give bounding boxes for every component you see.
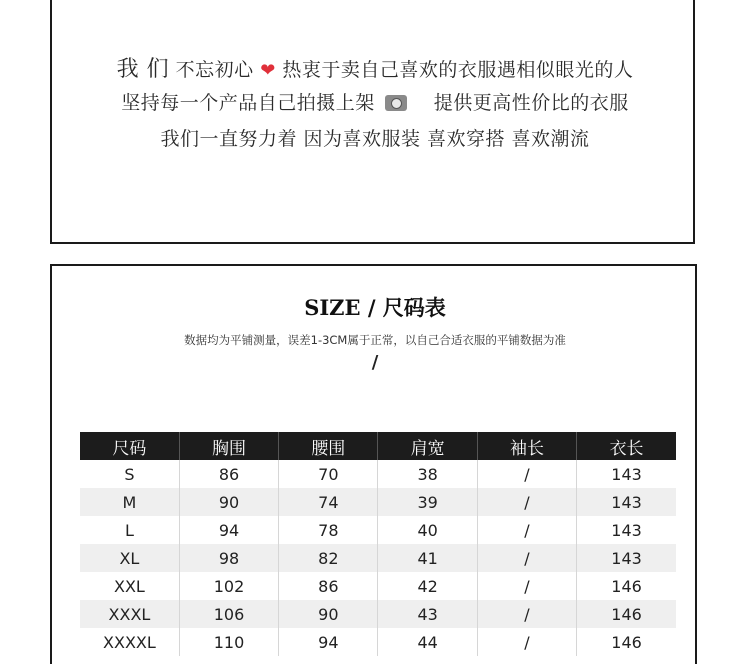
slogan-line-3: 我们一直努力着 因为喜欢服装 喜欢穿搭 喜欢潮流 [160, 128, 590, 150]
cell-chest: 98 [179, 544, 278, 572]
cell-shoulder: 43 [378, 600, 477, 628]
cell-waist: 78 [279, 516, 378, 544]
cell-chest: 94 [179, 516, 278, 544]
cell-chest: 90 [179, 488, 278, 516]
slogan-self-shoot: 坚持每一个产品自己拍摄上架 [121, 92, 375, 114]
cell-sleeve: / [477, 628, 576, 656]
cell-chest: 106 [179, 600, 278, 628]
cell-shoulder: 39 [378, 488, 477, 516]
cell-chest: 102 [179, 572, 278, 600]
header-chest: 胸围 [179, 432, 278, 460]
cell-sleeve: / [477, 544, 576, 572]
slogan-value: 提供更高性价比的衣服 [433, 92, 629, 114]
slogan-passion: 热衷于卖自己喜欢的衣服遇相似眼光的人 [282, 59, 634, 81]
slogan-we: 我 们 [116, 57, 170, 82]
cell-sleeve: / [477, 488, 576, 516]
camera-icon [385, 95, 407, 111]
cell-waist: 94 [279, 628, 378, 656]
cell-sleeve: / [477, 600, 576, 628]
size-chart-slash: / [371, 352, 379, 373]
table-row [80, 460, 676, 488]
cell-shoulder: 44 [378, 628, 477, 656]
cell-sleeve: / [477, 460, 576, 488]
cell-length: 143 [577, 544, 676, 572]
cell-waist: 86 [279, 572, 378, 600]
cell-sleeve: / [477, 516, 576, 544]
cell-size: S [80, 460, 179, 488]
cell-waist: 82 [279, 544, 378, 572]
table-row [80, 516, 676, 544]
cell-size: L [80, 516, 179, 544]
header-sleeve: 袖长 [477, 432, 576, 460]
header-shoulder: 肩宽 [378, 432, 477, 460]
cell-length: 143 [611, 464, 642, 484]
cell-size: M [80, 488, 179, 516]
table-row [80, 488, 676, 516]
table-row [80, 628, 676, 656]
cell-size: XXL [80, 572, 179, 600]
slogan-panel [50, 0, 695, 244]
size-table [80, 432, 676, 656]
cell-shoulder: 40 [378, 516, 477, 544]
cell-chest: 86 [179, 460, 278, 488]
cell-size: XL [80, 544, 179, 572]
cell-length: 146 [611, 576, 642, 596]
cell-chest: 110 [179, 628, 278, 656]
cell-sleeve: / [477, 572, 576, 600]
table-row [80, 572, 676, 600]
slogan-line-1 [0, 52, 750, 83]
slogan-line-2 [0, 88, 750, 115]
cell-length: 146 [577, 600, 676, 628]
cell-length: 146 [611, 632, 642, 652]
cell-length: 143 [577, 488, 676, 516]
cell-waist: 70 [279, 460, 378, 488]
size-table-header-row [80, 432, 676, 460]
size-chart-title: SIZE / 尺码表 [304, 295, 446, 320]
cell-waist: 90 [279, 600, 378, 628]
slogan-original-heart: 不忘初心 [175, 59, 254, 81]
cell-size: XXXL [80, 600, 179, 628]
cell-shoulder: 42 [378, 572, 477, 600]
heart-icon: ❤ [260, 60, 276, 81]
table-row [80, 544, 676, 572]
cell-size: XXXXL [80, 628, 179, 656]
cell-shoulder: 38 [378, 460, 477, 488]
header-length: 衣长 [577, 432, 676, 460]
cell-length: 143 [611, 520, 642, 540]
header-waist: 腰围 [279, 432, 378, 460]
cell-shoulder: 41 [378, 544, 477, 572]
size-chart-note: 数据均为平铺测量，误差1-3CM属于正常，以自己合适衣服的平铺数据为准 [184, 333, 566, 347]
cell-waist: 74 [279, 488, 378, 516]
header-size: 尺码 [80, 432, 179, 460]
table-row [80, 600, 676, 628]
